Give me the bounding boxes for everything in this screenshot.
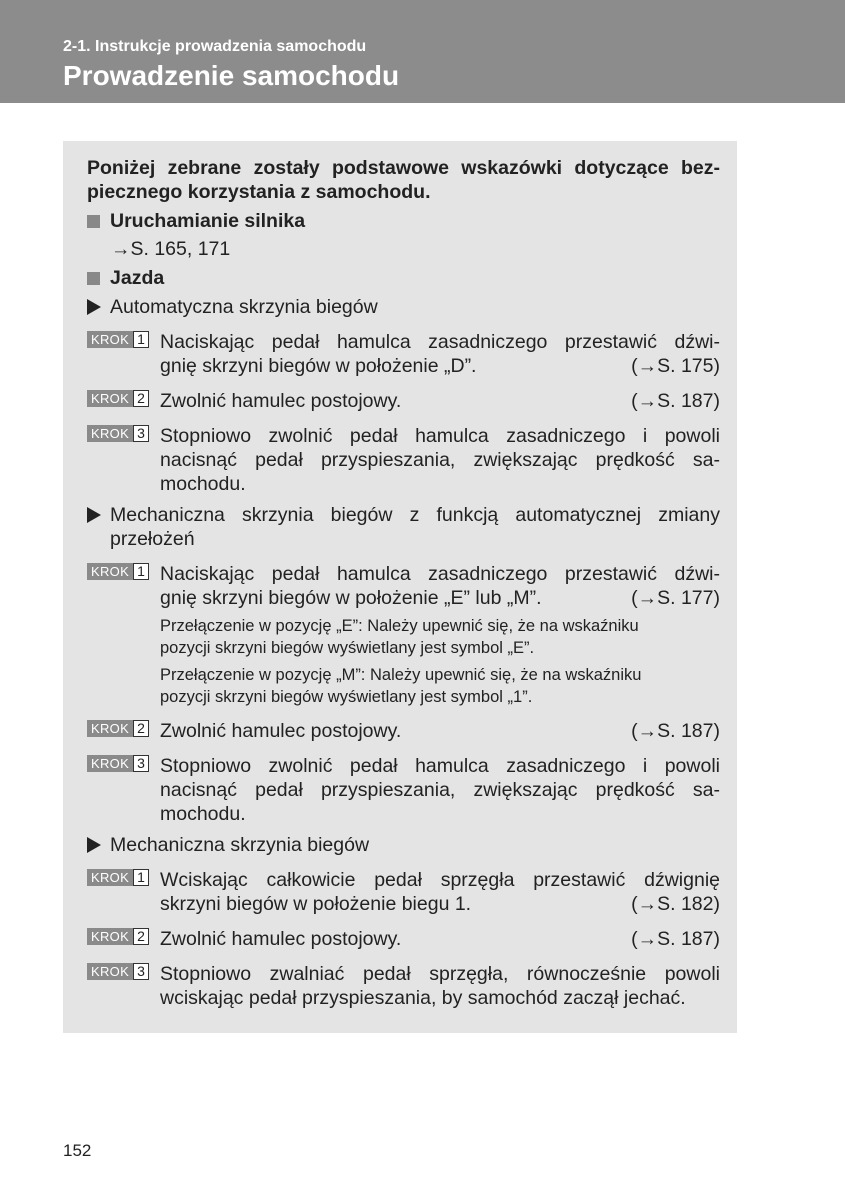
subheading-manual: Mechaniczna skrzynia biegów	[87, 833, 720, 857]
step-badge: KROK 2	[87, 928, 150, 945]
step-badge: KROK 2	[87, 720, 150, 737]
step-badge: KROK 3	[87, 963, 150, 980]
page-ref: (→S. 187)	[631, 928, 720, 950]
step-badge: KROK 3	[87, 755, 150, 772]
note-text: Przełączenie w pozycję „E”: Należy upewnić się, że na wskaźniku pozycji skrzyni biegów wyświetlany jest symbol „E”.	[160, 617, 639, 657]
page-ref: (→S. 182)	[631, 893, 720, 915]
step-badge: KROK 2	[87, 390, 150, 407]
subheading-mma: Mechaniczna skrzynia biegów z funkcją automatycznej zmiany przełożeń	[87, 503, 720, 551]
step-item: KROK 3 Stopniowo zwolnić pedał hamulca zasadniczego i powoli nacisnąć pedał przyspieszania, zwiększając prędkość sa- mochodu.	[87, 754, 720, 826]
heading-driving: Jazda	[87, 266, 720, 290]
page-number: 152	[63, 1141, 92, 1160]
step-item: KROK 1 Naciskając pedał hamulca zasadniczego przestawić dźwi- gnię skrzyni biegów w położenie „E” lub „M”. (→S. 177) Przełączenie w pozycję „E”: Należy upewnić się, że na wskaźniku pozycji skrzyni biegów wyświetlany jest symbol „E”. Przełączenie w pozycję „M”: Należy upewnić się, że na wskaźniku pozycji skrzyni biegów wyświetlany jest symbol „1”.	[87, 562, 720, 708]
step-badge: KROK 3	[87, 425, 150, 442]
step-badge: KROK 1	[87, 563, 150, 580]
triangle-bullet-icon	[87, 507, 101, 523]
section-title: 2-1. Instrukcje prowadzenia samochodu	[63, 38, 367, 55]
content	[87, 156, 720, 1010]
triangle-bullet-icon	[87, 299, 101, 315]
page-ref: (→S. 187)	[631, 720, 720, 742]
step-item: KROK 1 Wciskając całkowicie pedał sprzęgła przestawić dźwignię skrzyni biegów w położenie biegu 1. (→S. 182)	[87, 868, 720, 916]
step-item: KROK 3 Stopniowo zwolnić pedał hamulca zasadniczego i powoli nacisnąć pedał przyspieszania, zwiększając prędkość sa- mochodu.	[87, 424, 720, 496]
engine-page-ref: →S. 165, 171	[111, 238, 231, 260]
step-badge: KROK 1	[87, 869, 150, 886]
header-bar	[0, 0, 845, 103]
page-ref: (→S. 187)	[631, 390, 720, 412]
square-bullet-icon	[87, 215, 100, 228]
page-title: Prowadzenie samochodu	[63, 60, 400, 91]
heading-engine-start: Uruchamianie silnika	[87, 209, 720, 233]
step-item: KROK 2 Zwolnić hamulec postojowy. (→S. 187)	[87, 927, 720, 951]
step-item: KROK 1 Naciskając pedał hamulca zasadniczego przestawić dźwi- gnię skrzyni biegów w położenie „D”. (→S. 175)	[87, 330, 720, 378]
square-bullet-icon	[87, 272, 100, 285]
step-badge: KROK 1	[87, 331, 150, 348]
page-ref: (→S. 175)	[631, 355, 720, 377]
intro-text: Poniżej zebrane zostały podstawowe wskazówki dotyczące bez- piecznego korzystania z samochodu.	[87, 157, 720, 203]
step-item: KROK 2 Zwolnić hamulec postojowy. (→S. 187)	[87, 389, 720, 413]
triangle-bullet-icon	[87, 837, 101, 853]
note-text: Przełączenie w pozycję „M”: Należy upewnić się, że na wskaźniku pozycji skrzyni biegów wyświetlany jest symbol „1”.	[160, 666, 642, 706]
subheading-automatic: Automatyczna skrzynia biegów	[87, 295, 720, 319]
page-ref: (→S. 177)	[631, 587, 720, 609]
step-item: KROK 3 Stopniowo zwalniać pedał sprzęgła, równocześnie powoli wciskając pedał przyspieszania, by samochód zaczął jechać.	[87, 962, 720, 1010]
step-item: KROK 2 Zwolnić hamulec postojowy. (→S. 187)	[87, 719, 720, 743]
